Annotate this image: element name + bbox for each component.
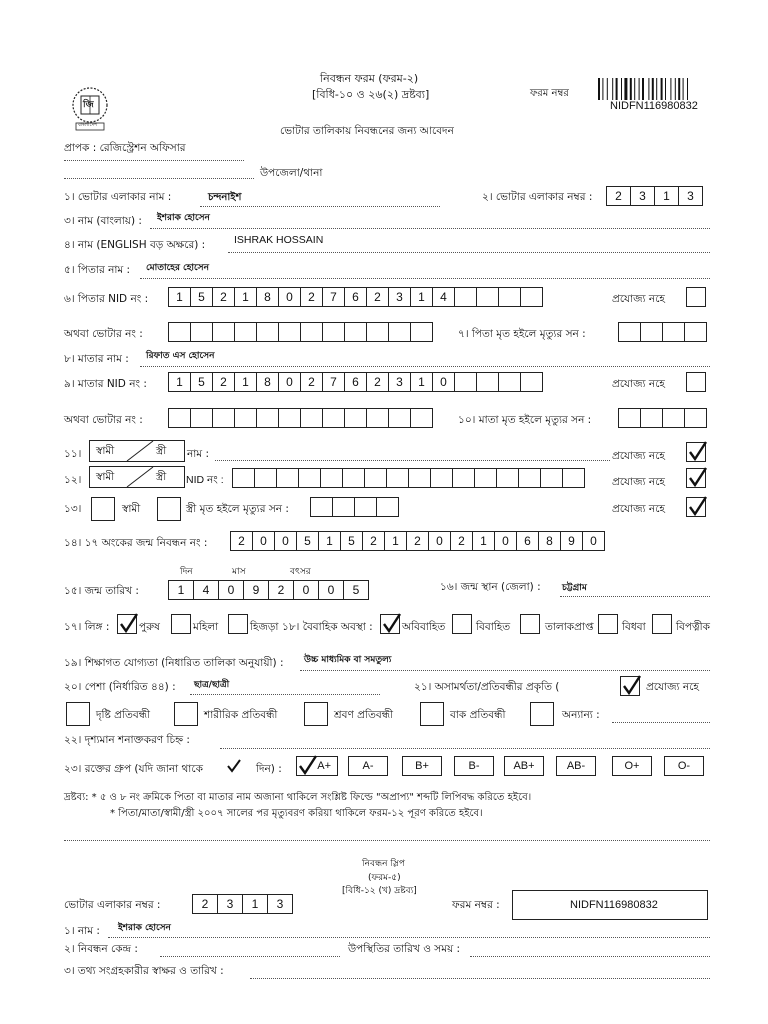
input-cell[interactable] [476,287,499,307]
husband-death-checkbox[interactable] [91,497,115,521]
input-cell[interactable] [234,322,257,342]
input-cell[interactable]: 6 [516,531,539,551]
dotted-line [140,366,710,367]
dob-cells[interactable] [168,580,369,600]
input-cell[interactable] [684,322,707,342]
input-cell[interactable] [298,468,321,488]
spouse-name-label: নাম : [187,448,210,460]
field-4-value[interactable]: ISHRAK HOSSAIN [234,234,324,246]
slip-center-label: ২। নিবন্ধন কেন্দ্র : [64,943,138,955]
input-cell[interactable] [430,468,453,488]
field-12-label: ১২। [64,474,82,486]
slip-rule: [বিধি-১২ (খ) দ্রষ্টব্য] [342,886,417,896]
checkmark-icon [690,497,706,514]
field-5-label: ৫। পিতার নাম : [64,264,131,276]
dotted-line [140,278,710,279]
marital-divorced-checkbox[interactable] [520,614,540,634]
input-cell[interactable] [254,468,277,488]
input-cell[interactable]: 3 [630,186,655,206]
na-label: প্রযোজ্য নহে [612,378,665,390]
field-8-value[interactable]: রিফাত এস হোসেন [146,351,215,361]
field-23-suffix: দিন) : [256,763,282,775]
barcode-bar [665,78,666,100]
recipient-label: প্রাপক : রেজিস্ট্রেশন অফিসার [64,142,186,154]
husband-label: স্বামী [122,503,141,515]
father-nid-na-checkbox[interactable] [686,287,706,307]
slip-form-no-value: NIDFN116980832 [570,899,658,911]
divider-slash [125,440,155,462]
field-16-label: ১৬। জন্ম স্থান (জেলা) : [440,581,541,593]
spouse-death-year-cells[interactable] [310,497,399,517]
mother-death-year-cells[interactable] [618,408,707,428]
input-cell[interactable] [498,372,521,392]
dotted-line [64,160,244,161]
input-cell[interactable]: 2 [192,894,218,914]
field-1-label: ১। ভোটার এলাকার নাম : [64,191,172,203]
input-cell[interactable]: 3 [388,372,411,392]
input-cell[interactable]: 1 [242,894,268,914]
input-cell[interactable]: 1 [168,287,191,307]
dis-speech-label: বাক প্রতিবন্ধী [450,709,506,721]
barcode [598,78,716,100]
barcode-bar [639,78,640,100]
barcode-bar [687,78,688,100]
barcode-bar [661,78,663,100]
gender-female-checkbox[interactable] [171,614,191,634]
input-cell[interactable]: 5 [343,580,369,600]
input-cell[interactable] [454,372,477,392]
input-cell[interactable] [310,497,333,517]
blood-group-abplus-option[interactable]: AB+ [504,756,544,776]
field-11-label: ১১। [64,448,82,460]
checkmark-icon [624,676,640,693]
mother-nid-cells[interactable] [168,372,543,392]
dotted-line [64,840,710,841]
input-cell[interactable] [190,408,213,428]
input-cell[interactable]: 1 [168,580,194,600]
input-cell[interactable]: 2 [366,372,389,392]
dotted-line [300,670,710,671]
field-8-label: ৮। মাতার নাম : [64,353,129,365]
blood-group-abminus-option[interactable]: AB- [556,756,596,776]
input-cell[interactable]: 5 [340,531,363,551]
input-cell[interactable] [662,408,685,428]
input-cell[interactable] [386,468,409,488]
input-cell[interactable]: 5 [296,531,319,551]
field-19-label: ১৯। শিক্ষাগত যোগ্যতা (নিধারিত তালিকা অনুযায়ী) : [64,657,284,669]
mother-nid-na-checkbox[interactable] [686,372,706,392]
input-cell[interactable] [322,322,345,342]
marital-widower-checkbox[interactable] [652,614,672,634]
input-cell[interactable]: 0 [428,531,451,551]
input-cell[interactable] [232,468,255,488]
checkmark-icon [300,756,316,773]
barcode-bar [602,78,603,100]
input-cell[interactable]: 0 [318,580,344,600]
disability-visual-checkbox[interactable] [66,702,90,726]
input-cell[interactable]: 2 [606,186,631,206]
slip-area-no-label: ভোটার এলাকার নম্বর : [64,899,161,911]
checkmark-icon [298,754,318,776]
input-cell[interactable]: 2 [450,531,473,551]
blood-group-bminus-option[interactable]: B- [454,756,494,776]
field-3-label: ৩। নাম (বাংলায়) : [64,215,142,227]
na-label: প্রযোজ্য নহে [612,450,665,462]
checkmark-icon [121,614,137,631]
note-1: দ্রষ্টব্য: * ৫ ও ৮ নং ক্রমিকে পিতা বা মাতার নাম অজানা থাকিলে সংশ্লিষ্ট ফিল্ডে "অপ্রাপ্য" শব্দটি লিপিবদ্ধ করিতে হইবে। [64,792,532,803]
input-cell[interactable]: 0 [582,531,605,551]
dotted-line [560,596,710,597]
input-cell[interactable]: 8 [256,287,279,307]
alt-voter-label: অথবা ভোটার নং : [64,328,143,340]
input-cell[interactable]: 5 [190,372,213,392]
father-voter-no-cells[interactable] [168,322,433,342]
logo [66,84,114,132]
input-cell[interactable]: 9 [560,531,583,551]
f13-death-label: স্ত্রী মৃত হইলে মৃত্যুর সন : [186,503,289,515]
field-18-label: ১৮। বৈবাহিক অবস্থা : [282,621,373,633]
input-cell[interactable]: 2 [406,531,429,551]
input-cell[interactable] [562,468,585,488]
slip-name-value[interactable]: ইশরাক হোসেন [118,923,171,933]
input-cell[interactable] [168,408,191,428]
spouse-nid-na-checkbox[interactable] [686,468,706,488]
input-cell[interactable] [684,408,707,428]
barcode-bar [598,78,600,100]
dotted-line [108,937,710,938]
widow-label: বিধবা [622,621,646,633]
input-cell[interactable]: 2 [362,531,385,551]
input-cell[interactable]: 6 [344,372,367,392]
input-cell[interactable] [520,287,543,307]
checkmark-icon [384,614,400,631]
divider-slash [125,466,155,488]
unmarried-label: অবিবাহিত [402,621,446,633]
input-cell[interactable] [276,468,299,488]
input-cell[interactable] [256,322,279,342]
input-cell[interactable]: 7 [322,372,345,392]
input-cell[interactable]: 0 [252,531,275,551]
field-21-label: ২১। অসামর্থতা/প্রতিবন্ধীর প্রকৃতি ( [414,681,560,693]
input-cell[interactable] [278,322,301,342]
field-9-label: ৯। মাতার NID নং : [64,378,147,390]
blood-group-aplus-option[interactable]: A+ [296,756,338,776]
field-2-label: ২। ভোটার এলাকার নম্বর : [482,191,593,203]
input-cell[interactable] [332,497,355,517]
dob-year-header: বৎসর [290,567,311,577]
dis-other-label: অন্যান্য : [562,709,600,721]
slip-presence-label: উপস্থিতির তারিখ ও সময় : [348,943,461,955]
dotted-line [190,694,380,695]
input-cell[interactable] [640,322,663,342]
husband-label: স্বামী [96,471,115,483]
input-cell[interactable]: 0 [278,372,301,392]
input-cell[interactable] [662,322,685,342]
na-label: প্রযোজ্য নহে [612,293,665,305]
gender-male-checkbox[interactable] [117,614,137,634]
input-cell[interactable] [234,408,257,428]
male-label: পুরুষ [139,621,160,633]
dis-hearing-label: শ্রবণ প্রতিবন্ধী [334,709,394,721]
blood-group-oplus-option[interactable]: O+ [612,756,652,776]
female-label: মহিলা [193,621,219,633]
dotted-line [64,178,254,179]
disability-physical-checkbox[interactable] [174,702,198,726]
field-20-value[interactable]: ছাত্র/ছাত্রী [194,680,230,690]
slip-form-no-label: ফরম নম্বর : [452,899,500,911]
input-cell[interactable]: 3 [267,894,293,914]
dis-visual-label: দৃষ্টি প্রতিবন্ধী [96,709,151,721]
field-21-suffix: প্রযোজ্য নহে [646,681,699,693]
field-15-label: ১৫। জন্ম তারিখ : [64,585,139,597]
father-death-year-cells[interactable] [618,322,707,342]
field-5-value[interactable]: মোতাহের হোসেন [146,263,209,273]
input-cell[interactable]: 9 [243,580,269,600]
dotted-line [612,722,710,723]
form-title: নিবন্ধন ফরম (ফরম-২) [320,72,419,85]
input-cell[interactable] [168,322,191,342]
form-no-label: ফরম নম্বর [530,88,569,99]
barcode-bar [648,78,649,100]
field-7-label: ৭। পিতা মৃত হইলে মৃত্যুর সন : [458,328,586,340]
input-cell[interactable]: 0 [293,580,319,600]
input-cell[interactable] [474,468,497,488]
input-cell[interactable] [618,408,641,428]
dotted-line [215,460,610,461]
area-number-cells[interactable] [606,186,703,206]
input-cell[interactable]: 1 [654,186,679,206]
form-subtitle: [বিধি-১০ ও ২৬(২) দ্রষ্টব্য] [312,88,430,101]
wife-label: স্ত্রী [156,445,167,457]
input-cell[interactable] [452,468,475,488]
input-cell[interactable]: 2 [300,372,323,392]
input-cell[interactable] [410,408,433,428]
input-cell[interactable] [342,468,365,488]
checkmark-icon [226,758,242,774]
barcode-bar [634,78,635,100]
disability-other-checkbox[interactable] [530,702,554,726]
dotted-line [470,956,710,957]
field-6-label: ৬। পিতার NID নং : [64,293,149,305]
input-cell[interactable]: 3 [388,287,411,307]
input-cell[interactable] [376,497,399,517]
blood-group-ominus-option[interactable]: O- [664,756,704,776]
slip-form: (ফরম-৫) [368,873,401,883]
input-cell[interactable]: 0 [274,531,297,551]
disability-hearing-checkbox[interactable] [304,702,328,726]
input-cell[interactable] [388,408,411,428]
input-cell[interactable]: 7 [322,287,345,307]
mother-voter-no-cells[interactable] [168,408,433,428]
na-label: প্রযোজ্য নহে [612,476,665,488]
field-10-label: ১০। মাতা মৃত হইলে মৃত্যুর সন : [458,414,592,426]
marital-married-checkbox[interactable] [452,614,472,634]
input-cell[interactable] [212,408,235,428]
input-cell[interactable]: 1 [234,372,257,392]
barcode-bar [656,78,657,100]
barcode-bar [607,78,608,100]
input-cell[interactable] [320,468,343,488]
barcode-bar [642,78,644,100]
checkmark-icon [690,468,706,485]
slip-signature-label: ৩। তথ্য সংগ্রহকারীর স্বাক্ষর ও তারিখ : [64,965,224,977]
slip-area-no-cells[interactable] [192,894,293,914]
barcode-bar [630,78,632,100]
slip-title: নিবন্ধন স্লিপ [362,859,405,869]
field-14-label: ১৪। ১৭ অংকের জন্ম নিবন্ধন নং : [64,537,208,549]
input-cell[interactable]: 0 [494,531,517,551]
input-cell[interactable]: 0 [432,372,455,392]
barcode-text: NIDFN116980832 [610,100,698,112]
input-cell[interactable]: 8 [256,372,279,392]
dob-month-header: মাস [232,567,246,577]
application-title: ভোটার তালিকায় নিবন্ধনের জন্য আবেদন [280,125,454,137]
input-cell[interactable] [344,322,367,342]
logo-text: জি [83,100,94,110]
birth-reg-cells[interactable] [230,531,605,551]
input-cell[interactable]: 3 [678,186,703,206]
input-cell[interactable]: 4 [193,580,219,600]
na-label: প্রযোজ্য নহে [612,503,665,515]
input-cell[interactable]: 2 [212,372,235,392]
married-label: বিবাহিত [476,621,511,633]
field-4-label: ৪। নাম (ENGLISH বড় অক্ষরে) : [64,239,206,251]
input-cell[interactable] [518,468,541,488]
input-cell[interactable]: 3 [217,894,243,914]
input-cell[interactable] [364,468,387,488]
field-16-value[interactable]: চট্টগ্রাম [562,583,587,593]
dotted-line [200,206,440,207]
husband-label: স্বামী [96,445,115,457]
field-19-value[interactable]: উচ্চ মাধ্যমিক বা সমতুল্য [304,655,392,665]
input-cell[interactable] [520,372,543,392]
dotted-line [160,956,340,957]
field-23-label: ২৩। রক্তের গ্রুপ (যদি জানা থাকে [64,763,203,775]
input-cell[interactable] [496,468,519,488]
slip-name-label: ১। নাম : [64,925,100,937]
dob-day-header: দিন [180,567,193,577]
dotted-line [250,978,710,979]
input-cell[interactable]: 1 [472,531,495,551]
input-cell[interactable] [256,408,279,428]
input-cell[interactable]: 5 [190,287,213,307]
input-cell[interactable]: 2 [366,287,389,307]
alt-voter-label: অথবা ভোটার নং : [64,414,143,426]
disability-speech-checkbox[interactable] [420,702,444,726]
blood-group-aminus-option[interactable]: A- [348,756,388,776]
input-cell[interactable] [476,372,499,392]
input-cell[interactable] [640,408,663,428]
disability-na-checkbox[interactable] [620,676,640,696]
barcode-bar [616,78,618,100]
input-cell[interactable]: 6 [344,287,367,307]
field-17-label: ১৭। লিঙ্গ : [64,621,110,633]
wife-death-checkbox[interactable] [157,497,181,521]
spouse-nid-cells[interactable] [232,468,585,488]
barcode-bar [675,78,676,100]
dotted-line [220,748,710,749]
barcode-bar [621,78,622,100]
dis-physical-label: শারীরিক প্রতিবন্ধী [204,709,278,721]
barcode-bar [612,78,613,100]
field-3-value[interactable]: ইশরাক হোসেন [157,213,210,223]
blood-group-bplus-option[interactable]: B+ [402,756,442,776]
input-cell[interactable] [354,497,377,517]
logo-caption: বাংলাদেশ [78,122,98,128]
checkmark-icon [690,442,706,459]
input-cell[interactable]: 1 [318,531,341,551]
spouse-nid-label: NID নং : [186,474,224,486]
input-cell[interactable]: 2 [230,531,253,551]
input-cell[interactable] [454,287,477,307]
barcode-bar [652,78,654,100]
input-cell[interactable]: 2 [300,287,323,307]
widower-label: বিপত্নীক [676,621,711,633]
input-cell[interactable]: 1 [168,372,191,392]
input-cell[interactable] [212,322,235,342]
input-cell[interactable] [366,408,389,428]
spouse-name-na-checkbox[interactable] [686,442,706,462]
barcode-bar [678,78,680,100]
input-cell[interactable] [366,322,389,342]
barcode-bar [624,78,627,100]
wife-label: স্ত্রী [156,471,167,483]
field-1-value[interactable]: চন্দনাইশ [208,192,242,203]
field-20-label: ২০। পেশা (নির্ধারিত ৪৪) : [64,681,176,693]
marital-unmarried-checkbox[interactable] [380,614,400,634]
dotted-line [228,252,710,253]
input-cell[interactable]: 1 [410,372,433,392]
gender-hijra-checkbox[interactable] [228,614,248,634]
field-22-label: ২২। দৃশ্যমান শনাক্তকরণ চিহ্ন : [64,734,190,746]
input-cell[interactable]: 1 [384,531,407,551]
input-cell[interactable] [300,408,323,428]
input-cell[interactable] [344,408,367,428]
dotted-line [150,228,710,229]
input-cell[interactable] [408,468,431,488]
spouse-death-na-checkbox[interactable] [686,497,706,517]
input-cell[interactable] [322,408,345,428]
input-cell[interactable] [300,322,323,342]
input-cell[interactable] [498,287,521,307]
hijra-label: হিজড়া [250,621,279,633]
barcode-bar [670,78,671,100]
divorced-label: তালাকপ্রাপ্ত [545,621,594,633]
father-nid-cells[interactable] [168,287,543,307]
input-cell[interactable]: 1 [234,287,257,307]
input-cell[interactable] [540,468,563,488]
input-cell[interactable]: 8 [538,531,561,551]
input-cell[interactable]: 4 [432,287,455,307]
input-cell[interactable] [388,322,411,342]
input-cell[interactable] [278,408,301,428]
input-cell[interactable]: 0 [278,287,301,307]
barcode-bar [683,78,684,100]
marital-widow-checkbox[interactable] [598,614,618,634]
input-cell[interactable]: 1 [410,287,433,307]
note-2: * পিতা/মাতা/স্বামী/স্ত্রী ২০০৭ সালের পর মৃত্যুবরণ করিয়া থাকিলে ফরম-১২ পূরণ করিতে হইবে। [110,808,483,819]
input-cell[interactable] [190,322,213,342]
upazila-label: উপজেলা/থানা [260,167,323,179]
input-cell[interactable] [618,322,641,342]
input-cell[interactable]: 0 [218,580,244,600]
field-13-label: ১৩। [64,503,82,515]
input-cell[interactable] [410,322,433,342]
input-cell[interactable]: 2 [212,287,235,307]
input-cell[interactable]: 2 [268,580,294,600]
